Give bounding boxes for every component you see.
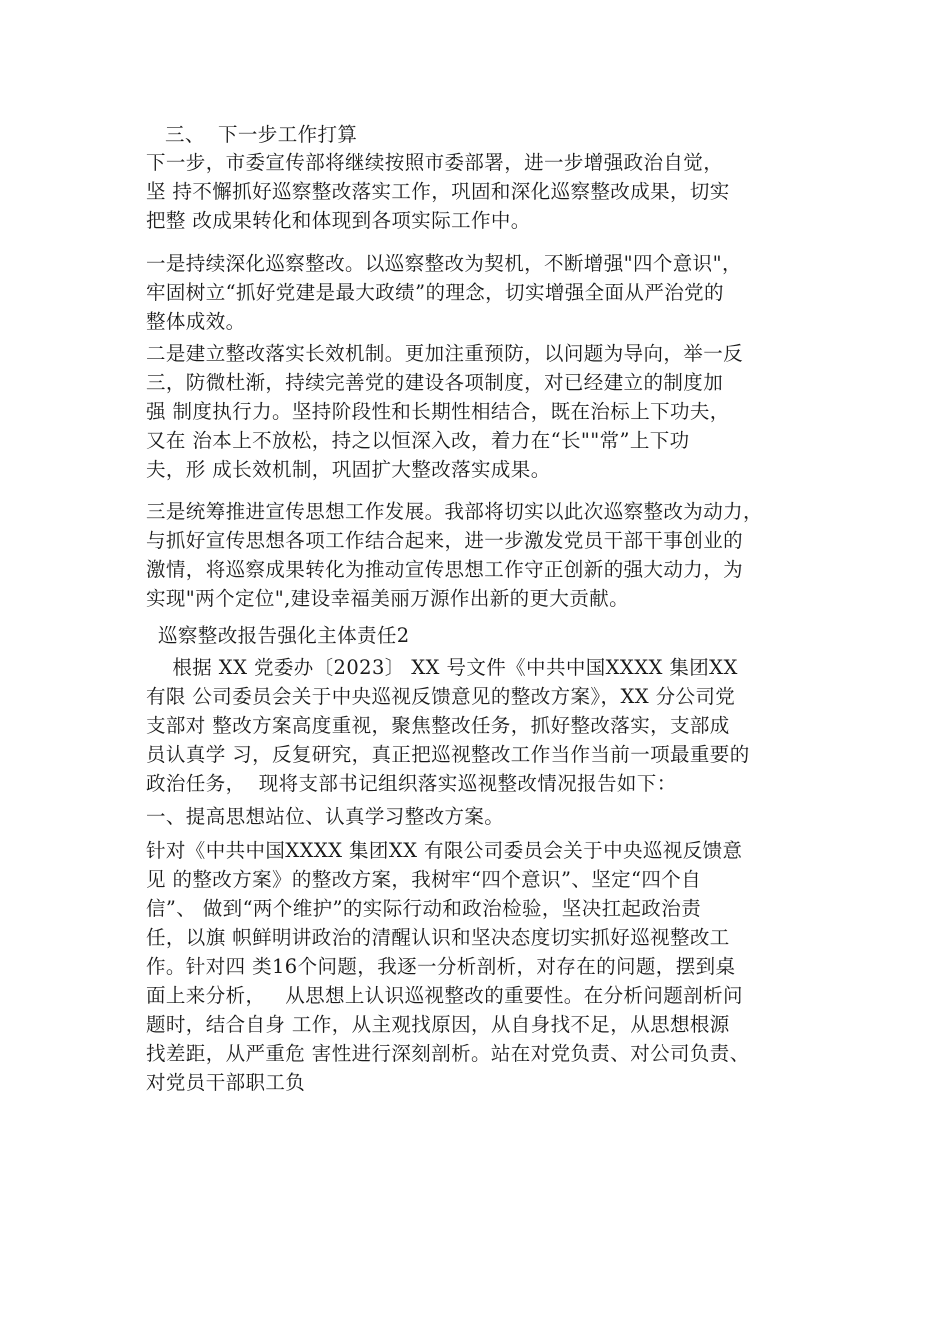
- section-heading: [165, 120, 845, 149]
- paragraph-line: 任，以旗 帜鲜明讲政治的清醒认识和坚决态度切实抓好巡视整改工: [146, 926, 730, 949]
- report-title: [158, 621, 838, 650]
- paragraph-line: 找差距，从严重危 害性进行深刻剖析。站在对党负责、对公司负责、: [146, 1042, 750, 1065]
- report-title-text: 巡察整改报告强化主体责任2: [158, 624, 410, 647]
- paragraph-line: 员认真学 习，反复研究，真正把巡视整改工作当作当前一项最重要的: [146, 743, 750, 766]
- paragraph-line: 夫，形 成长效机制，巩固扩大整改落实成果。: [146, 458, 551, 481]
- paragraph-line: 题时，结合自身 工作，从主观找原因，从自身找不足，从思想根源: [146, 1013, 730, 1036]
- paragraph-line: 政治任务， 现将支部书记组织落实巡视整改情况报告如下：: [146, 772, 677, 795]
- paragraph-line: 强 制度执行力。坚持阶段性和长期性相结合，既在治标上下功夫，: [146, 400, 730, 423]
- subsection-heading: [146, 802, 826, 831]
- paragraph-line: 实现"两个定位",建设幸福美丽万源作出新的更大贡献。: [146, 587, 630, 610]
- paragraph-line: 针对《中共中国XXXX 集团XX 有限公司委员会关于中央巡视反馈意: [146, 839, 743, 862]
- paragraph-line: 支部对 整改方案高度重视，聚焦整改任务，抓好整改落实，支部成: [146, 714, 730, 737]
- paragraph-report-intro: [146, 653, 826, 798]
- paragraph-line: 把整 改成果转化和体现到各项实际工作中。: [146, 209, 531, 232]
- paragraph-line: 面上来分析， 从思想上认识巡视整改的重要性。在分析问题剖析问: [146, 984, 743, 1007]
- paragraph-line: 坚 持不懈抓好巡察整改落实工作，巩固和深化巡察整改成果，切实: [146, 180, 730, 203]
- paragraph-line: 二是建立整改落实长效机制。更加注重预防，以问题为导向，举一反: [146, 342, 744, 365]
- section-heading-text: 三、 下一步工作打算: [165, 123, 358, 146]
- paragraph-line: 对党员干部职工负: [146, 1071, 306, 1094]
- paragraph-line: 三，防微杜渐，持续完善党的建设各项制度，对已经建立的制度加: [146, 371, 724, 394]
- paragraph-line: 整体成效。: [146, 310, 246, 333]
- paragraph-study-plan: [146, 836, 826, 1097]
- paragraph-line: 下一步，市委宣传部将继续按照市委部署，进一步增强政治自觉，: [146, 151, 724, 174]
- paragraph-next-steps: [146, 148, 826, 235]
- paragraph-line: 见 的整改方案》的整改方案，我树牢“四个意识”、坚定“四个自: [146, 868, 702, 891]
- paragraph-line: 又在 治本上不放松，持之以恒深入改，着力在“长""常”上下功: [146, 429, 690, 452]
- paragraph-line: 信”、 做到“两个维护”的实际行动和政治检验，坚决扛起政治责: [146, 897, 702, 920]
- paragraph-line: 根据 XX 党委办〔2023〕 XX 号文件《中共中国XXXX 集团XX: [146, 656, 738, 679]
- paragraph-point-3: [146, 497, 826, 613]
- paragraph-line: 牢固树立“抓好党建是最大政绩”的理念，切实增强全面从严治党的: [146, 281, 724, 304]
- paragraph-line: 作。针对四 类16个问题，我逐一分析剖析，对存在的问题，摆到桌: [146, 955, 736, 978]
- paragraph-point-2: [146, 339, 826, 484]
- paragraph-line: 激情，将巡察成果转化为推动宣传思想工作守正创新的强大动力，为: [146, 558, 744, 581]
- paragraph-line: 一是持续深化巡察整改。以巡察整改为契机，不断增强"四个意识"，: [146, 252, 742, 275]
- paragraph-line: 与抓好宣传思想各项工作结合起来，进一步激发党员干部干事创业的: [146, 529, 744, 552]
- subsection-heading-text: 一、提高思想站位、认真学习整改方案。: [146, 805, 505, 828]
- paragraph-line: 有限 公司委员会关于中央巡视反馈意见的整改方案》，XX 分公司党: [146, 685, 736, 708]
- paragraph-line: 三是统筹推进宣传思想工作发展。我部将切实以此次巡察整改为动力，: [146, 500, 763, 523]
- paragraph-point-1: [146, 249, 826, 336]
